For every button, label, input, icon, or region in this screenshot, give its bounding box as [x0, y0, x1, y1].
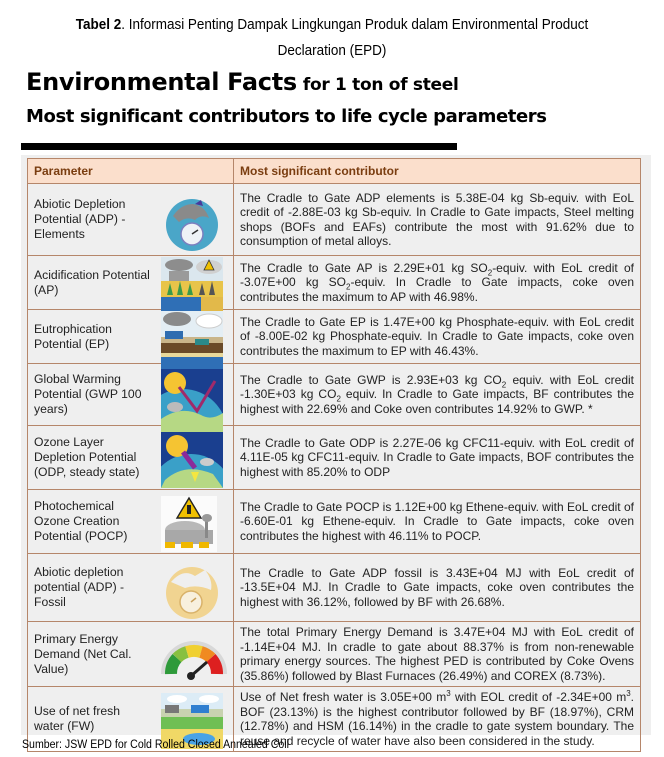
- description-text: The total Primary Energy Demand is 3.47E+04 MJ with EoL credit of -1.14E+04 MJ. In cradle to gate about 88.37% is from non-renewable primary energy sources. The highest PED is contributed by Coke Ovens (35.86%) followed by Blast Furnaces (26.49%) and COREX (8.73%).: [240, 625, 634, 683]
- globe-gauge-icon: [161, 194, 223, 246]
- description-text: with EOL credit of -2.34E+00 m: [450, 690, 627, 704]
- subscript: 2: [346, 282, 351, 292]
- parameter-cell: [28, 426, 234, 490]
- page-title: [26, 68, 459, 96]
- description-text: The Cradle to Gate EP is 1.47E+00 kg Phosphate-equiv. with EoL credit of -8.00E-02 kg Phosphate-equiv. In Cradle to Gate impacts, coke oven contributes the maximum to EP with 46.43%.: [240, 314, 634, 358]
- parameter-cell: [28, 310, 234, 364]
- caption-text: . Informasi Penting Dampak Lingkungan Produk dalam Environmental Product: [121, 17, 589, 33]
- description-text: equiv. In Cradle to Gate impacts, BF contributes the highest with 22.69% and Coke oven contributes 14.92% to GWP. *: [240, 387, 634, 416]
- parameter-cell: [28, 490, 234, 554]
- title-suffix: for 1 ton of steel: [302, 75, 459, 95]
- contributor-description: [234, 622, 641, 687]
- parameter-label: Photochemical Ozone Creation Potential (POCP): [34, 499, 128, 543]
- table-row: [28, 622, 641, 687]
- description-text: -equiv. In Cradle to Gate impacts, coke oven contributes the maximum to AP with 46.98%.: [240, 275, 635, 304]
- ozone-depletion-icon: [161, 432, 223, 484]
- title-main: Environmental Facts: [26, 68, 297, 96]
- eutrophication-icon: [161, 311, 223, 363]
- description-text: The Cradle to Gate ADP elements is 5.38E-04 kg Sb-equiv. with EoL credit of -2.88E-03 kg Sb-equiv. In Cradle to Gate impacts, Steel melting shops (BOFs and EAFs) contribute the most with 91.62% due to consumption of metal alloys.: [240, 190, 634, 248]
- description-text: . BOF (23.13%) is the highest contributor followed by BF (18.97%), CRM (12.78%) and HSM (16.14%) in the cradle to gate system boundary. The reuse and recycle of water have also been considered in the study.: [240, 690, 634, 748]
- contributor-description: [234, 184, 641, 256]
- parameter-cell: [28, 364, 234, 426]
- description-text: The Cradle to Gate GWP is 2.93E+03 kg CO: [240, 372, 502, 387]
- parameter-cell: [28, 622, 234, 687]
- parameter-cell: [28, 184, 234, 256]
- parameter-label: Abiotic Depletion Potential (ADP) - Elements: [34, 197, 126, 241]
- parameter-label: Ozone Layer Depletion Potential (ODP, steady state): [34, 435, 140, 479]
- contributor-description: [234, 364, 641, 426]
- table-row: [28, 310, 641, 364]
- contributor-description: [234, 426, 641, 490]
- caption-text-line2: Declaration (EPD): [277, 43, 387, 59]
- contributor-description: [234, 490, 641, 554]
- description-text: The Cradle to Gate ODP is 2.27E-06 kg CFC11-equiv. with EoL credit of 4.11E-05 kg CFC11-equiv. In Cradle to Gate impacts, BOF contributes the highest with 85.20% to ODP: [240, 435, 634, 479]
- table-row: [28, 426, 641, 490]
- fossil-globe-icon: [161, 562, 223, 614]
- parameter-label: Primary Energy Demand (Net Cal. Value): [34, 631, 132, 676]
- table-row: [28, 184, 641, 256]
- parameter-label: Abiotic depletion potential (ADP) - Fossil: [34, 565, 125, 609]
- column-header-parameter: Parameter: [28, 159, 234, 184]
- environmental-facts-table: [27, 158, 641, 752]
- description-text: The Cradle to Gate POCP is 1.12E+00 kg Ethene-equiv. with EoL credit of -6.60E-01 kg Ethene-equiv. In Cradle to Gate impacts, coke oven contributes the highest with 46.11% to POCP.: [240, 499, 634, 543]
- table-header-row: [28, 159, 641, 184]
- contributor-description: [234, 256, 641, 310]
- table-row: [28, 364, 641, 426]
- caption-label: Tabel 2: [75, 17, 122, 33]
- parameter-cell: [28, 256, 234, 310]
- contributor-description: [234, 554, 641, 622]
- superscript: 3: [626, 689, 631, 698]
- superscript: 3: [446, 689, 451, 698]
- description-text: -equiv. with EoL credit of -3.07E+00 kg SO: [240, 260, 634, 290]
- description-text: equiv. with EoL credit -1.30E+03 kg CO: [240, 372, 634, 402]
- title-divider: [21, 143, 457, 150]
- description-text: The Cradle to Gate ADP fossil is 3.43E+04 MJ with EoL credit of -13.5E+04 MJ. In Cradle to Gate impacts, coke oven contributes the highest with 36.12%, followed by BF with 26.68%.: [240, 565, 634, 609]
- parameter-cell: [28, 554, 234, 622]
- smog-warning-icon: [161, 496, 223, 548]
- acid-rain-icon: [161, 257, 223, 309]
- contributor-description: [234, 687, 641, 752]
- page-subtitle: Most significant contributors to life cycle parameters: [26, 106, 547, 127]
- subscript: 2: [336, 394, 341, 404]
- parameter-label: Use of net fresh water (FW): [34, 704, 121, 733]
- fresh-water-icon: [161, 693, 223, 745]
- energy-gauge-icon: [161, 628, 223, 680]
- parameter-label: Acidification Potential (AP): [34, 267, 150, 297]
- table-row: [28, 490, 641, 554]
- parameter-label: Eutrophication Potential (EP): [34, 321, 112, 351]
- table-caption: [23, 12, 641, 64]
- description-text: Use of Net fresh water is 3.05E+00 m: [240, 690, 447, 704]
- source-note: Sumber: JSW EPD for Cold Rolled Closed Annealed Coil: [22, 739, 289, 751]
- column-header-contributor: Most significant contributor: [234, 159, 641, 184]
- parameter-label: Global Warming Potential (GWP 100 years): [34, 372, 142, 416]
- subscript: 2: [501, 380, 507, 390]
- contributor-description: [234, 310, 641, 364]
- description-text: The Cradle to Gate AP is 2.29E+01 kg SO: [240, 260, 488, 275]
- global-warming-icon: [161, 369, 223, 421]
- table-row: [28, 256, 641, 310]
- table-row: [28, 554, 641, 622]
- subscript: 2: [487, 268, 493, 278]
